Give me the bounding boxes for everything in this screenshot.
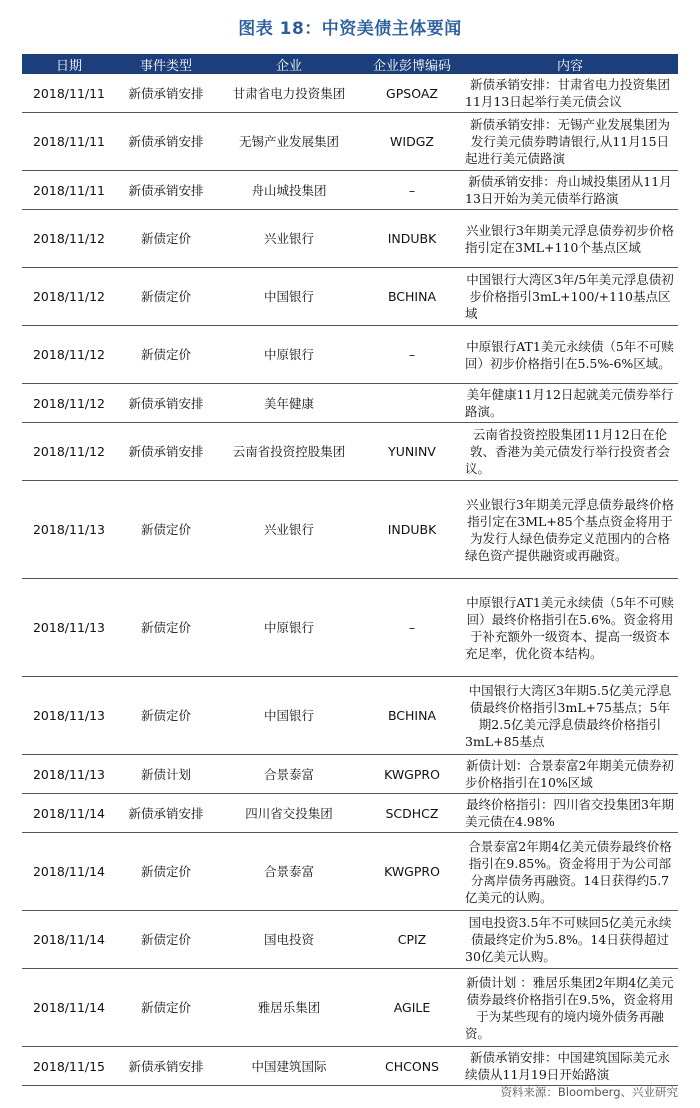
row-event-type: 新债定价 [116, 911, 216, 969]
row-event-type: 新债承销安排 [116, 423, 216, 481]
row-content: 新债承销安排：中国建筑国际美元永续债从11月19日开始路演 [462, 1047, 678, 1086]
row-company: 中国银行 [216, 268, 362, 326]
row-company: 无锡产业发展集团 [216, 113, 362, 171]
row-date: 2018/11/14 [22, 911, 116, 969]
row-company: 兴业银行 [216, 481, 362, 579]
row-date: 2018/11/12 [22, 326, 116, 384]
row-event-type: 新债定价 [116, 579, 216, 677]
row-content: 国电投资3.5年不可赎回5亿美元永续债最终定价为5.8%。14日获得超过30亿美元认购。 [462, 911, 678, 969]
row-company: 中原银行 [216, 326, 362, 384]
row-bloomberg-code [362, 384, 462, 423]
row-bloomberg-code: CHCONS [362, 1047, 462, 1086]
header-event-type: 事件类型 [116, 54, 216, 74]
row-date: 2018/11/13 [22, 579, 116, 677]
row-content: 云南省投资控股集团11月12日在伦敦、香港为美元债发行举行投资者会议。 [462, 423, 678, 481]
row-company: 甘肃省电力投资集团 [216, 74, 362, 113]
header-bloomberg-code: 企业彭博编码 [362, 54, 462, 74]
row-content: 合景泰富2年期4亿美元债券最终价格指引在9.85%。资金将用于为公司部分离岸债务再融资。14日获得约5.7亿美元的认购。 [462, 833, 678, 911]
row-event-type: 新债承销安排 [116, 171, 216, 210]
row-event-type: 新债承销安排 [116, 384, 216, 423]
table-row [22, 423, 678, 481]
row-bloomberg-code: – [362, 171, 462, 210]
table-row [22, 833, 678, 911]
row-company: 兴业银行 [216, 210, 362, 268]
row-content: 新债承销安排：无锡产业发展集团为发行美元债券聘请银行,从11月15日起进行美元债路演 [462, 113, 678, 171]
row-event-type: 新债定价 [116, 677, 216, 755]
header-content: 内容 [462, 54, 678, 74]
row-event-type: 新债计划 [116, 755, 216, 794]
row-bloomberg-code: – [362, 579, 462, 677]
table-row [22, 326, 678, 384]
row-event-type: 新债承销安排 [116, 74, 216, 113]
row-date: 2018/11/13 [22, 481, 116, 579]
row-date: 2018/11/12 [22, 423, 116, 481]
row-company: 合景泰富 [216, 833, 362, 911]
bond-news-table [22, 54, 678, 1086]
row-date: 2018/11/12 [22, 268, 116, 326]
row-date: 2018/11/11 [22, 74, 116, 113]
table-row [22, 579, 678, 677]
row-bloomberg-code: INDUBK [362, 210, 462, 268]
row-bloomberg-code: SCDHCZ [362, 794, 462, 833]
row-company: 云南省投资控股集团 [216, 423, 362, 481]
row-content: 新债承销安排：甘肃省电力投资集团11月13日起举行美元债会议 [462, 74, 678, 113]
row-date: 2018/11/13 [22, 755, 116, 794]
row-bloomberg-code: INDUBK [362, 481, 462, 579]
row-date: 2018/11/12 [22, 384, 116, 423]
table-row [22, 911, 678, 969]
table-row [22, 171, 678, 210]
row-company: 美年健康 [216, 384, 362, 423]
table-row [22, 755, 678, 794]
row-company: 中原银行 [216, 579, 362, 677]
row-bloomberg-code: BCHINA [362, 268, 462, 326]
table-row [22, 74, 678, 113]
row-content: 中原银行AT1美元永续债（5年不可赎回）最终价格指引在5.6%。资金将用于补充额外一级资本、提高一级资本充足率，优化资本结构。 [462, 579, 678, 677]
row-date: 2018/11/11 [22, 113, 116, 171]
row-company: 雅居乐集团 [216, 969, 362, 1047]
row-event-type: 新债承销安排 [116, 113, 216, 171]
row-event-type: 新债定价 [116, 326, 216, 384]
row-content: 中国银行大湾区3年/5年美元浮息债初步价格指引3mL+100/+110基点区域 [462, 268, 678, 326]
table-row [22, 481, 678, 579]
row-company: 四川省交投集团 [216, 794, 362, 833]
row-content: 兴业银行3年期美元浮息债券最终价格指引定在3ML+85个基点资金将用于为发行人绿色债券定义范围内的合格绿色资产提供融资或再融资。 [462, 481, 678, 579]
table-row [22, 210, 678, 268]
table-row [22, 384, 678, 423]
row-event-type: 新债承销安排 [116, 794, 216, 833]
table-row [22, 113, 678, 171]
row-bloomberg-code: CPIZ [362, 911, 462, 969]
header-company: 企业 [216, 54, 362, 74]
table-row [22, 1047, 678, 1086]
row-company: 中国建筑国际 [216, 1047, 362, 1086]
row-event-type: 新债承销安排 [116, 1047, 216, 1086]
row-bloomberg-code: KWGPRO [362, 833, 462, 911]
table-header-row [22, 54, 678, 74]
row-company: 中国银行 [216, 677, 362, 755]
row-event-type: 新债定价 [116, 210, 216, 268]
row-bloomberg-code: AGILE [362, 969, 462, 1047]
row-content: 新债计划 ：雅居乐集团2年期4亿美元债券最终价格指引在9.5%，资金将用于为某些现有的境内境外债务再融资。 [462, 969, 678, 1047]
row-date: 2018/11/14 [22, 794, 116, 833]
row-content: 新债计划：合景泰富2年期美元债券初步价格指引在10%区域 [462, 755, 678, 794]
row-content: 美年健康11月12日起就美元债券举行路演。 [462, 384, 678, 423]
row-content: 最终价格指引：四川省交投集团3年期美元债在4.98% [462, 794, 678, 833]
row-bloomberg-code: YUNINV [362, 423, 462, 481]
row-event-type: 新债定价 [116, 481, 216, 579]
figure-title: 图表 18：中资美债主体要闻 [238, 19, 462, 39]
row-content: 兴业银行3年期美元浮息债券初步价格指引定在3ML+110个基点区域 [462, 210, 678, 268]
row-bloomberg-code: – [362, 326, 462, 384]
row-company: 国电投资 [216, 911, 362, 969]
row-content: 中原银行AT1美元永续债（5年不可赎回）初步价格指引在5.5%-6%区域。 [462, 326, 678, 384]
source-note: 资料来源：Bloomberg、兴业研究 [500, 1085, 678, 1099]
row-event-type: 新债定价 [116, 833, 216, 911]
table-row [22, 677, 678, 755]
row-date: 2018/11/15 [22, 1047, 116, 1086]
row-content: 中国银行大湾区3年期5.5亿美元浮息债最终价格指引3mL+75基点；5年期2.5亿美元浮息债最终价格指引3mL+85基点 [462, 677, 678, 755]
table-row [22, 969, 678, 1047]
table-row [22, 794, 678, 833]
row-bloomberg-code: KWGPRO [362, 755, 462, 794]
row-content: 新债承销安排：舟山城投集团从11月13日开始为美元债举行路演 [462, 171, 678, 210]
row-date: 2018/11/11 [22, 171, 116, 210]
row-bloomberg-code: GPSOAZ [362, 74, 462, 113]
row-event-type: 新债定价 [116, 969, 216, 1047]
row-date: 2018/11/13 [22, 677, 116, 755]
header-date: 日期 [22, 54, 116, 74]
row-date: 2018/11/12 [22, 210, 116, 268]
row-company: 合景泰富 [216, 755, 362, 794]
row-bloomberg-code: BCHINA [362, 677, 462, 755]
row-date: 2018/11/14 [22, 969, 116, 1047]
row-event-type: 新债定价 [116, 268, 216, 326]
row-date: 2018/11/14 [22, 833, 116, 911]
row-bloomberg-code: WIDGZ [362, 113, 462, 171]
table-row [22, 268, 678, 326]
row-company: 舟山城投集团 [216, 171, 362, 210]
